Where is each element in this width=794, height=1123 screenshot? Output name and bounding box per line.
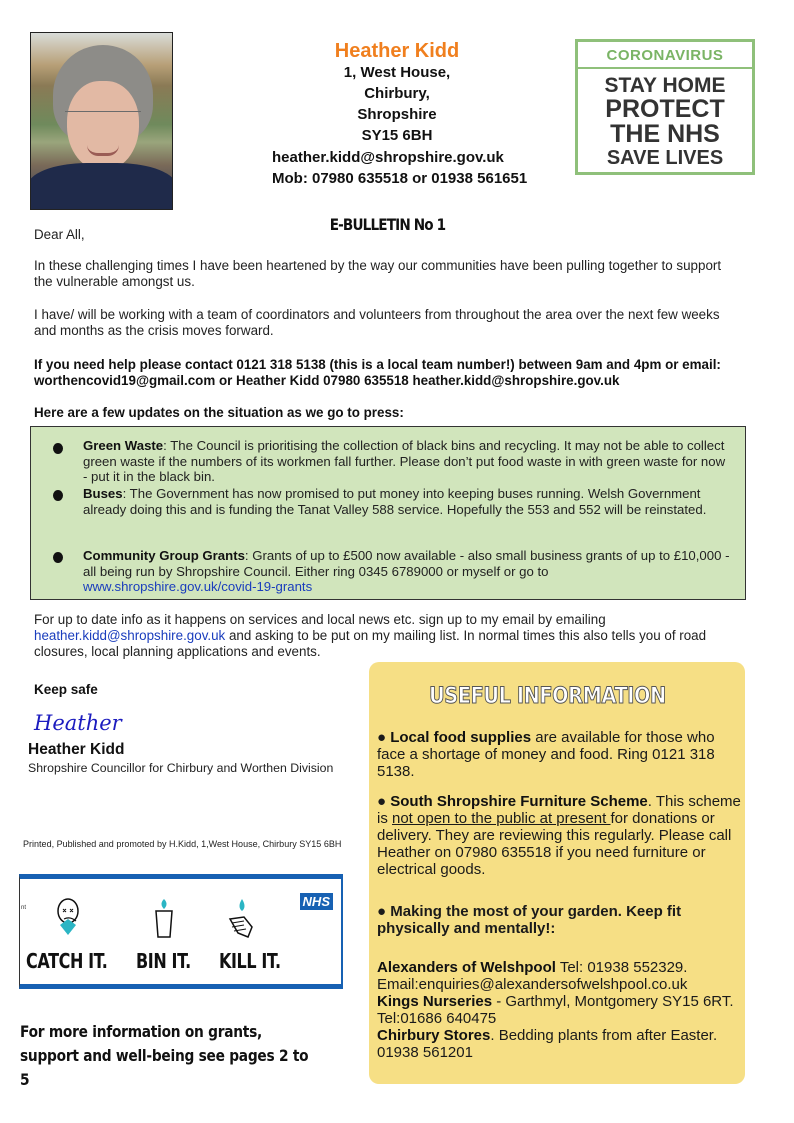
more-info-note: For more information on grants, support and well-being see pages 2 to 5 bbox=[20, 1022, 309, 1089]
update-text: : The Government has now promised to put money into keeping buses running. Welsh Government bbox=[122, 486, 701, 501]
bullet-icon: ● bbox=[377, 793, 391, 810]
kill-it-label: KILL IT. bbox=[219, 949, 281, 973]
address-line-2: Chirbury, bbox=[364, 85, 430, 102]
header-phone: Mob: 07980 635518 or 01938 561651 bbox=[272, 170, 528, 187]
info-text: . This scheme is bbox=[377, 793, 741, 827]
supplier-name: Alexanders of Welshpool bbox=[377, 959, 556, 976]
update-title: Buses bbox=[83, 486, 123, 501]
grants-link[interactable]: www.shropshire.gov.uk/covid-19-grants bbox=[83, 579, 313, 594]
update-title: Community Group Grants bbox=[83, 548, 245, 563]
signoff-title: Shropshire Councillor for Chirbury and Worthen Division bbox=[28, 761, 334, 775]
update-buses bbox=[83, 486, 733, 517]
photo-coat bbox=[30, 163, 173, 210]
header-email[interactable]: heather.kidd@shropshire.gov.uk bbox=[272, 149, 504, 166]
update-grants bbox=[83, 548, 733, 595]
info-food-supplies bbox=[377, 729, 741, 780]
update-title: Green Waste bbox=[83, 438, 164, 453]
info-title: South Shropshire Furniture Scheme bbox=[390, 793, 648, 810]
mailing-text-before: For up to date info as it happens on services and local news etc. sign up to my email by emailing bbox=[34, 612, 606, 627]
corona-line-1: STAY HOME bbox=[604, 74, 726, 97]
bullet-icon bbox=[53, 490, 63, 501]
update-green-waste bbox=[83, 438, 733, 485]
mailing-list-paragraph bbox=[34, 612, 734, 660]
nhs-logo: NHS bbox=[300, 893, 333, 910]
paragraph-1: In these challenging times I have been heartened by the way our communities have been pulling together to support the vulnerable amongst us. bbox=[34, 258, 722, 289]
info-underlined: not open to the public at present bbox=[392, 810, 611, 827]
supplier-name: Chirbury Stores bbox=[377, 1027, 491, 1044]
update-text: : Grants of up to £500 now available - also small business grants of up to £10,000 - all being run by Shropshire Council. Either ring 0345 6789000 or myself or go to bbox=[83, 548, 730, 579]
bulletin-title: E-BULLETIN No 1 bbox=[329, 215, 446, 234]
useful-info-title: USEFUL INFORMATION bbox=[429, 684, 666, 709]
bullet-icon bbox=[53, 443, 63, 454]
supplier-item bbox=[377, 959, 741, 993]
imprint: Printed, Published and promoted by H.Kidd, 1,West House, Chirbury SY15 6BH bbox=[23, 839, 342, 850]
address-line-4: SY15 6BH bbox=[361, 127, 433, 144]
header-name: Heather Kidd bbox=[334, 40, 460, 62]
supplier-name: Kings Nurseries bbox=[377, 993, 493, 1010]
supplier-details: - Garthmyl, Montgomery SY15 6RT. Tel:01686 640475 bbox=[377, 993, 734, 1027]
info-text-continued: for donations or delivery. They are reviewing this regularly. Please call Heather on 07980 635518 if you need furniture or electrical goods. bbox=[377, 810, 732, 878]
catch-it-label: CATCH IT. bbox=[26, 949, 108, 973]
corona-line-2: PROTECT bbox=[605, 95, 725, 123]
coronavirus-badge bbox=[575, 39, 755, 175]
update-text-continued: already doing this and is funding the Tanat Valley 588 service. Hopefully the 553 and 552 will be reinstated. bbox=[83, 501, 707, 517]
bin-it-label: BIN IT. bbox=[136, 949, 191, 973]
supplier-item bbox=[377, 993, 741, 1027]
supplier-item bbox=[377, 1027, 741, 1061]
photo-face bbox=[67, 81, 139, 171]
bin-icon bbox=[152, 897, 176, 947]
paragraph-2: I have/ will be working with a team of coordinators and volunteers from throughout the area over the next few weeks and months as the crisis moves forward. bbox=[34, 307, 720, 338]
mailing-text-after: and asking to be put on my mailing list. In normal times this also tells you of road closures, local planning applications and events. bbox=[34, 628, 707, 659]
sneeze-face-icon bbox=[54, 897, 82, 947]
corona-title: CORONAVIRUS bbox=[578, 47, 752, 69]
info-text: are available for those who face a shortage of money and food. Ring 0121 318 5138. bbox=[377, 729, 715, 780]
address-line-3: Shropshire bbox=[357, 106, 437, 123]
info-title: Local food supplies bbox=[390, 729, 532, 746]
signature: Heather bbox=[34, 711, 122, 735]
info-garden-heading: ● Making the most of your garden. Keep fit physically and mentally!: bbox=[377, 903, 682, 937]
updates-intro: Here are a few updates on the situation as we go to press: bbox=[34, 405, 404, 420]
useful-information-box bbox=[369, 662, 745, 1084]
supplier-details: . Bedding plants from after Easter. 01938 561201 bbox=[377, 1027, 718, 1061]
banner-fragment: nt bbox=[21, 905, 27, 911]
washing-hands-icon bbox=[226, 897, 256, 947]
signoff-name: Heather Kidd bbox=[28, 741, 125, 758]
greeting: Dear All, bbox=[34, 227, 85, 242]
supplier-details: Tel: 01938 552329. Email:enquiries@alexandersofwelshpool.co.uk bbox=[377, 959, 688, 993]
info-furniture-scheme bbox=[377, 793, 741, 878]
update-text: : The Council is prioritising the collection of black bins and recycling. It may not be able to collect green waste if the numbers of its workmen fall further. Please don’t put food waste in with green waste for now - put it in the black bin. bbox=[83, 438, 726, 484]
supplier-list bbox=[377, 959, 741, 1061]
corona-line-4: SAVE LIVES bbox=[606, 147, 724, 169]
updates-box bbox=[30, 426, 746, 600]
bullet-icon bbox=[53, 552, 63, 563]
help-contact: If you need help please contact 0121 318 5138 (this is a local team number!) between 9am and 4pm or email: worthencovid19@gmail.com or Heather Kidd 07980 635518 heather.kidd@shropshire.gov.uk bbox=[34, 357, 721, 388]
photo-glasses bbox=[65, 111, 141, 124]
corona-line-3: THE NHS bbox=[610, 120, 720, 148]
contact-header bbox=[262, 40, 532, 146]
keep-safe: Keep safe bbox=[34, 682, 98, 697]
address-line-1: 1, West House, bbox=[343, 64, 451, 81]
catch-bin-kill-banner bbox=[19, 874, 343, 989]
councillor-photo bbox=[30, 32, 173, 210]
bullet-icon: ● bbox=[377, 729, 391, 746]
mailing-email-link[interactable]: heather.kidd@shropshire.gov.uk bbox=[34, 628, 226, 643]
